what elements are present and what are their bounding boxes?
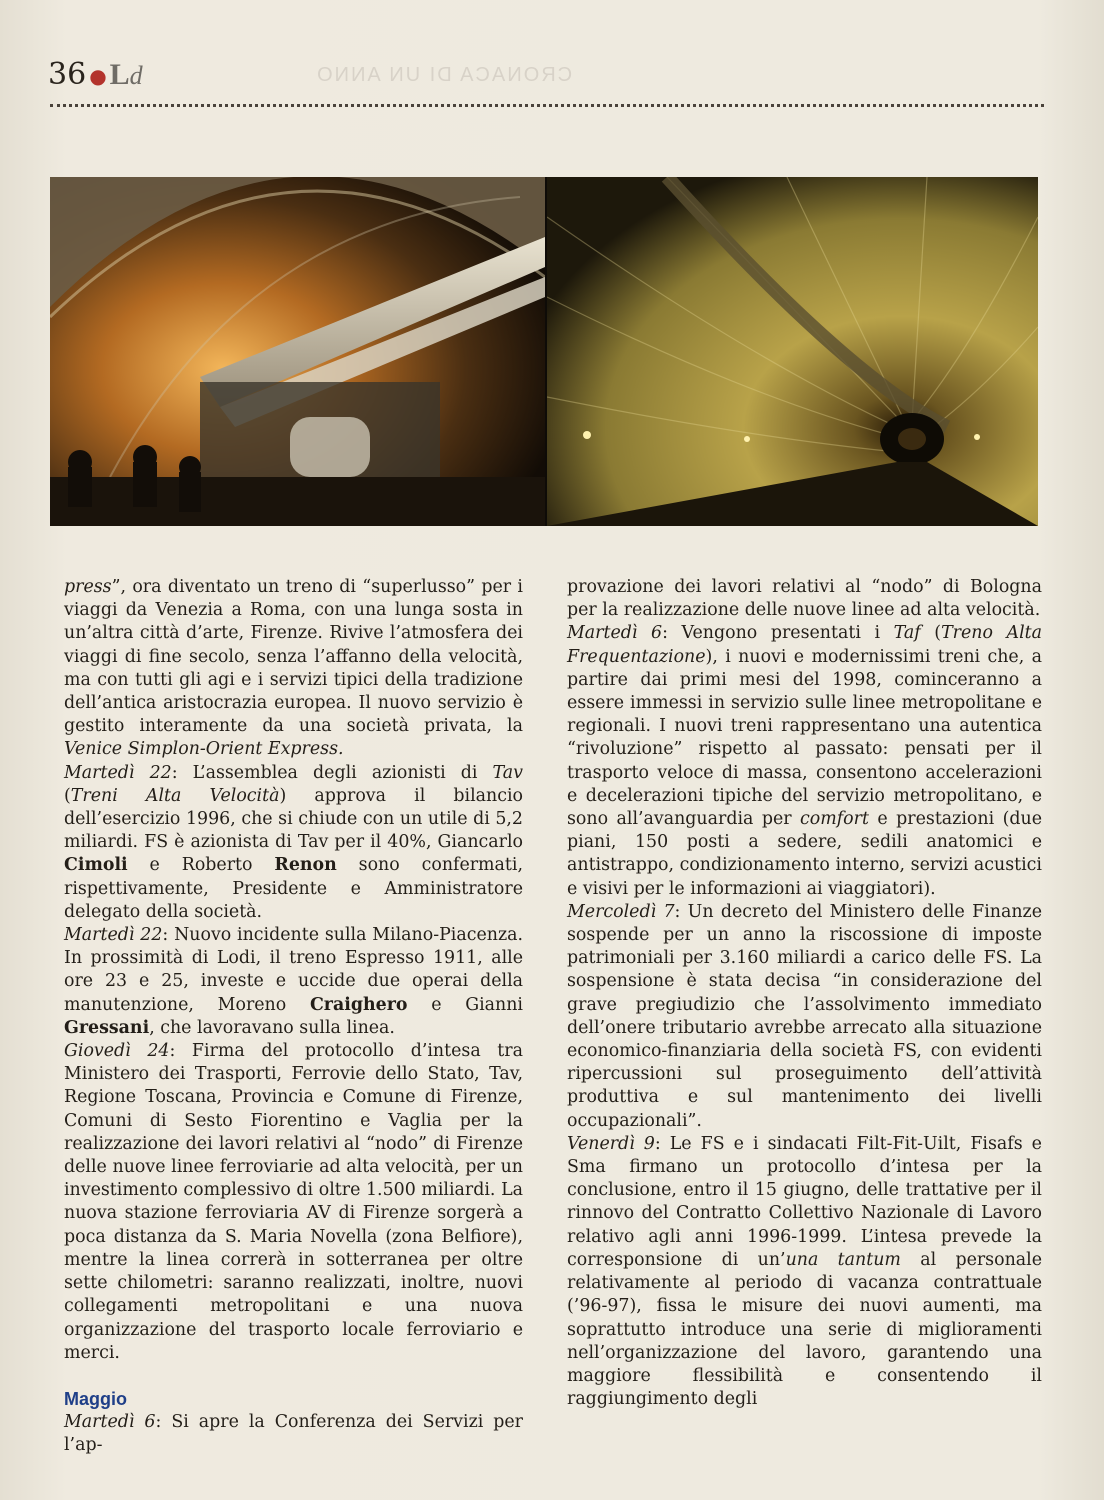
text-run: ), i nuovi e modernissimi treni che, a partire dai primi mesi del 1998, cominceranno a essere immessi in servizio sulle linee metropolitane e regionali. I nuovi treni rappresentano una autentica “rivoluzione” rispetto al passato: pensati per il trasporto veloce di massa, consentono accelerazioni e decelerazioni tipiche del servizio metropolitano, e sono all’avanguardia per: [567, 646, 1042, 830]
italic-run: Martedì 22: [64, 925, 163, 946]
text-run: : Si apre la Conferenza dei Servizi per l’ap-: [64, 1412, 523, 1456]
text-run: : Vengono presentati i: [662, 623, 894, 644]
magazine-logo: Ld: [109, 58, 143, 91]
italic-run: Treni Alta Velocità: [70, 785, 280, 806]
italic-run: Giovedì 24: [64, 1041, 170, 1062]
dotted-rule: [50, 104, 1044, 107]
text-run: sono confermati, rispettivamente, Presidente e Amministratore delegato della società.: [64, 855, 523, 922]
text-run: : Nuovo incidente sulla Milano-Piacenza. In prossimità di Lodi, il treno Espresso 1911, alle ore 23 e 25, investe e uccide due operai della manutenzione, Moreno: [64, 925, 523, 1015]
entries-april: [64, 576, 523, 1365]
italic-run: Martedì 6: [567, 623, 663, 644]
bold-name: Renon: [274, 855, 337, 876]
entries-may-continued: [567, 576, 1042, 1411]
paragraph: [567, 576, 1042, 622]
bullet-dot: ●: [89, 64, 107, 88]
text-run: al personale relativamente al periodo di vacanza contrattuale (’96-97), fissa le misure dei nuovi aumenti, ma soprattutto introduce una serie di miglioramenti nell’organizzazione del lavoro, garantendo una maggiore flessibilità e consentendo il raggiungimento degli: [567, 1249, 1042, 1410]
text-run: e Gianni: [407, 994, 523, 1015]
text-column-right: [567, 576, 1042, 1411]
text-run: (: [920, 623, 942, 644]
paragraph: [567, 622, 1042, 900]
tunnel-lining-photo: [547, 177, 1038, 526]
italic-run: comfort: [800, 809, 869, 830]
text-run: (: [64, 785, 71, 806]
text-run: , che lavoravano sulla linea.: [149, 1017, 395, 1038]
paragraph: [64, 1411, 523, 1457]
paragraph: [567, 1133, 1042, 1411]
italic-run: Martedì 22: [64, 762, 172, 783]
tunnel-drilling-machine-photo: [50, 177, 545, 526]
italic-run: Tav: [492, 762, 523, 783]
italic-run: Martedì 6: [64, 1412, 156, 1433]
month-heading: Maggio: [64, 1388, 127, 1409]
text-run: : Un decreto del Ministero delle Finanze sospende per un anno la riscossione di imposte patrimoniali per 3.160 miliardi a carico delle FS. La sospensione è stata decisa “in considerazione del grave pregiudizio che l’assolvimento immediato dell’onere tributario avrebbe arrecato alla situazione economico-finanziaria della società FS, con evidenti ripercussioni sul proseguimento dell’attività produttiva e sul mantenimento dei livelli occupazionali”.: [567, 901, 1042, 1131]
text-run: : Firma del protocollo d’intesa tra Ministero dei Trasporti, Ferrovie dello Stato, Tav, Regione Toscana, Provincia e Comune di Firenze, Comuni di Sesto Fiorentino e Vaglia per la realizzazione dei lavori relativi al “nodo” di Firenze delle nuove linee ferroviarie ad alta velocità, per un investimento complessivo di oltre 1.500 miliardi. La nuova stazione ferroviaria AV di Firenze sorgerà a poca distanza da S. Maria Novella (zona Belfiore), mentre la linea correrà in sotterranea per oltre sette chilometri: saranno realizzati, inoltre, nuovi collegamenti metropolitani e una nuova organizzazione del trasporto locale ferroviario e merci.: [64, 1041, 523, 1363]
text-run: e prestazioni (due piani, 150 posti a sedere, sedili anatomici e antistrappo, condizionamento interno, servizi acustici e visivi per le informazioni ai viaggiatori).: [567, 809, 1042, 899]
text-run: provazione dei lavori relativi al “nodo” di Bologna per la realizzazione delle nuove linee ad alta velocità.: [567, 577, 1042, 621]
paragraph: [64, 924, 523, 1040]
bleed-through-heading: CRONACA DI UN ANNO: [315, 64, 573, 86]
paragraph: [567, 901, 1042, 1133]
italic-run: Treno Alta Frequentazione: [567, 623, 1042, 667]
paragraph: [64, 576, 523, 762]
entries-may: [64, 1411, 523, 1457]
paragraph: [64, 1040, 523, 1365]
bold-name: Craighero: [309, 994, 408, 1015]
italic-run: Venerdì 9: [567, 1133, 655, 1154]
text-run: ) approva il bilancio dell’esercizio 1996, che si chiude con un utile di 5,2 miliardi. FS è azionista di Tav per il 40%, Giancarlo: [64, 785, 523, 853]
text-run: e Roberto: [127, 855, 275, 876]
italic-run: Taf: [893, 623, 921, 644]
page-header: [48, 58, 143, 93]
text-run: ”, ora diventato un treno di “superlusso” per i viaggi da Venezia a Roma, con una lunga sosta in un’altra città d’arte, Firenze. Rivive l’atmosfera dei viaggi di fine secolo, senza l’affanno della velocità, ma con tutti gli agi e i servizi tipici della tradizione dell’antica aristocrazia europea. Il nuovo servizio è gestito interamente da una società privata, la: [64, 577, 523, 737]
bold-name: Gressani: [64, 1017, 150, 1038]
photo-strip: [50, 177, 1038, 526]
paragraph: [64, 762, 523, 924]
italic-run: una tantum: [785, 1249, 901, 1270]
italic-run: Mercoledì 7: [567, 901, 675, 922]
text-column-left: [64, 576, 523, 1458]
text-run: : Le FS e i sindacati Filt-Fit-Uilt, Fisafs e Sma firmano un protocollo d’intesa per la conclusione, entro il 15 giugno, delle trattative per il rinnovo del Contratto Collettivo Nazionale di Lavoro relativo agli anni 1996-1999. L’intesa prevede la corresponsione di un’: [567, 1133, 1042, 1270]
italic-run: press: [64, 577, 112, 597]
bold-name: Cimoli: [64, 855, 128, 876]
page-number: 36: [48, 57, 87, 92]
text-run: : L’assemblea degli azionisti di: [171, 762, 493, 783]
italic-run: Venice Simplon-Orient Express.: [64, 739, 344, 760]
